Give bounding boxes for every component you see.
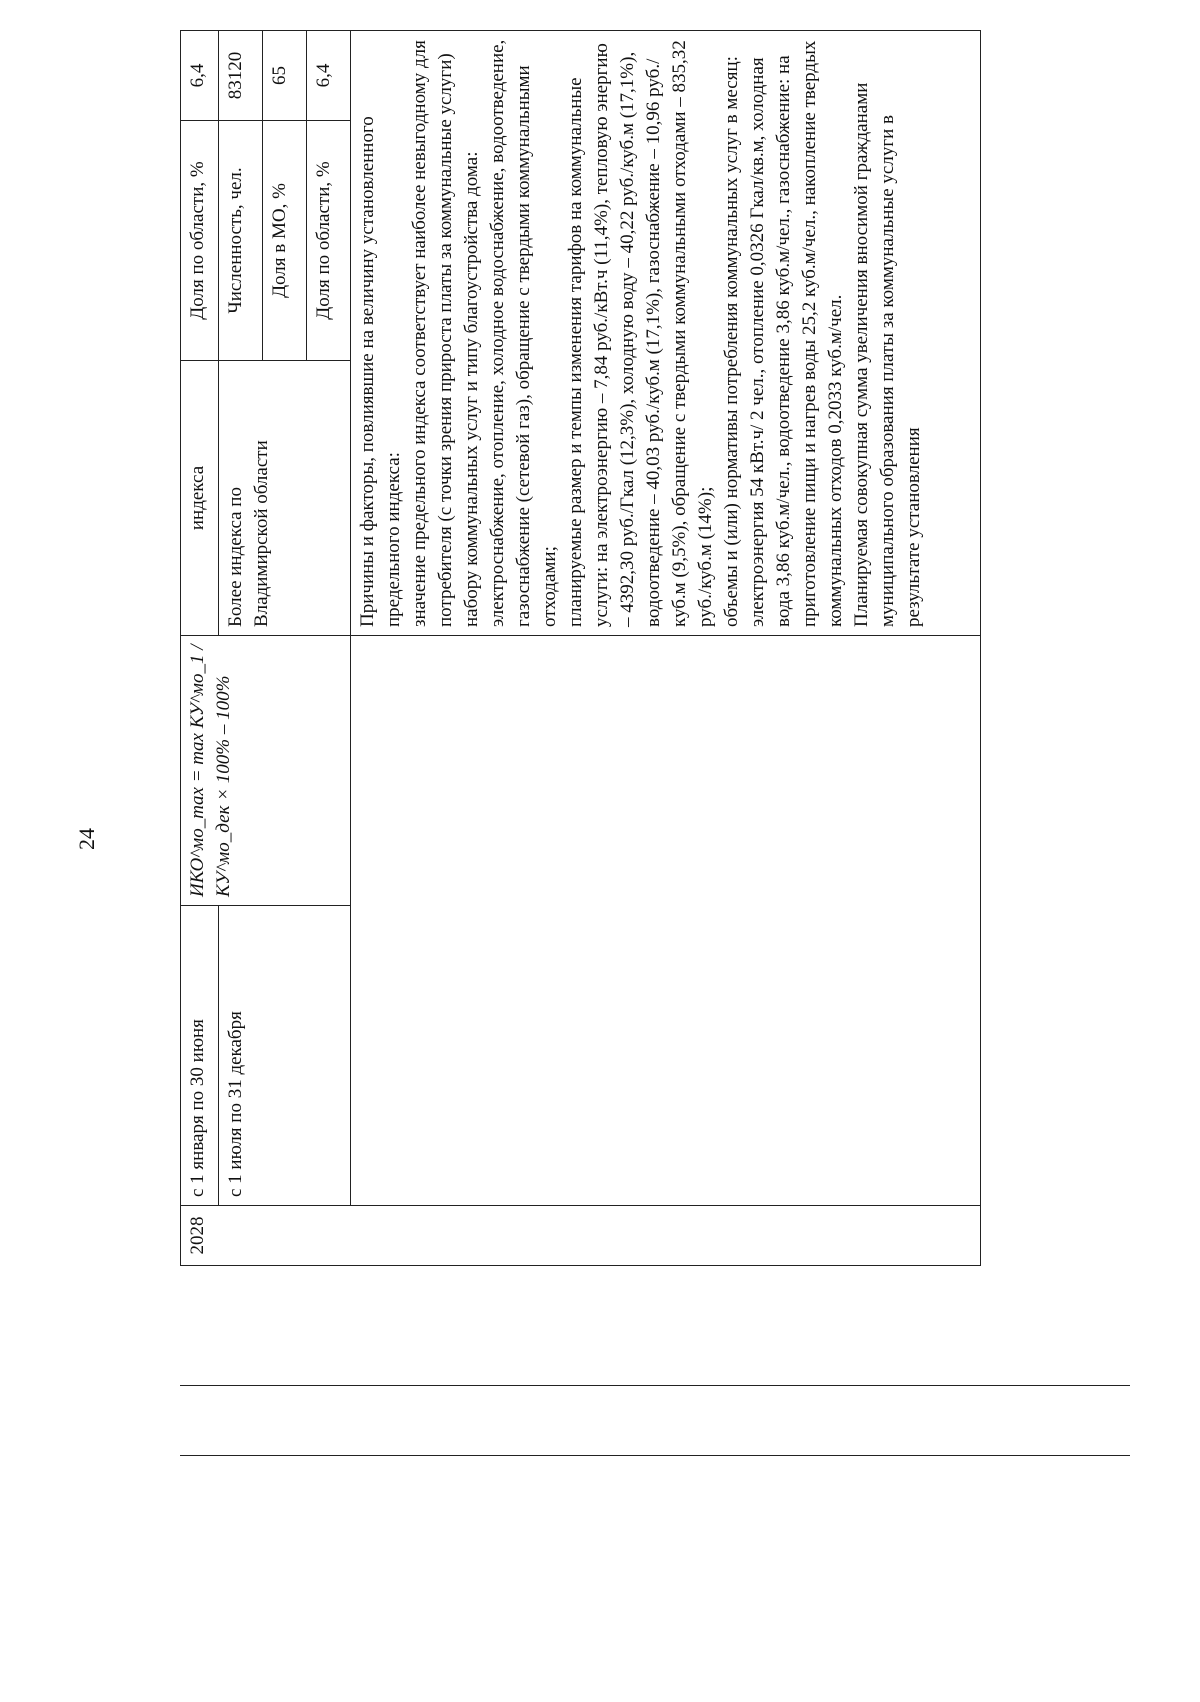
bottom-rule-2: [180, 1455, 1130, 1456]
share-region-value: 6,4: [307, 30, 351, 120]
reasons-cell: [351, 30, 981, 635]
population-label: Численность, чел.: [219, 120, 263, 360]
index-label: Более индекса по Владимирской области: [219, 360, 351, 635]
formula-cell: ИКО^мо_max = max КУ^мо_1 / КУ^мо_дек × 100% – 100%: [181, 636, 351, 906]
reasons-paragraph-1: значение предельного индекса соответствует наиболее невыгодному для потребителя (с точки зрения прироста платы за коммунальные услуги) набору коммунальных услуг и типу благоустройства дома: электроснабжение, отопление, холодное водоснабжение, водоотведение, газоснабжение (сетевой газ), обращение с твердыми коммунальными отходами;: [409, 39, 560, 627]
population-value: 83120: [219, 30, 263, 120]
reasons-paragraph-3: объемы и (или) нормативы потребления коммунальных услуг в месяц: электроэнергия 54 кВт.ч/ 2 чел., отопление 0,0326 Гкал/кв.м, холодная вода 3,86 куб.м/чел., водоотведение 3,86 куб.м/чел., газоснабжение: на приготовление пищи и нагрев воды 25,2 куб.м/чел., накопление твердых коммунальных отходов 0,2033 куб.м/чел.: [721, 40, 846, 627]
empty-left-cell: [351, 636, 981, 1206]
period-first: с 1 января по 30 июня: [181, 906, 219, 1206]
header-share-region: Доля по области, %: [181, 120, 219, 360]
reasons-paragraph-4: Планируемая совокупная сумма увеличения вносимой гражданами муниципального образования платы за коммунальные услуги в результате установления: [851, 82, 924, 627]
share-mo-label: Доля в МО, %: [263, 120, 307, 360]
reasons-paragraph-2: планируемые размер и темпы изменения тарифов на коммунальные услуги: на электроэнергию – 7,84 руб./кВт.ч (11,4%), тепловую энергию – 4392,30 руб./Гкал (12,3%), холодную воду – 40,22 руб./куб.м (17,1%), водоотведение – 40,03 руб./куб.м (17,1%), газоснабжение – 10,96 руб./куб.м (9,5%), обращение с твердыми коммунальными отходами – 835,32 руб./куб.м (14%);: [565, 40, 716, 627]
year-cell: 2028: [181, 1206, 981, 1266]
share-region-label: Доля по области, %: [307, 120, 351, 360]
index-header: индекса: [181, 360, 219, 635]
period-second: с 1 июля по 31 декабря: [219, 906, 351, 1206]
header-share-region-value: 6,4: [181, 30, 219, 120]
rotated-table-container: [180, 39, 1080, 1266]
page-number: 24: [74, 828, 99, 850]
index-table: [180, 30, 981, 1266]
bottom-rule-1: [180, 1385, 1130, 1386]
reasons-paragraph-0: Причины и факторы, повлиявшие на величину установленного предельного индекса:: [357, 116, 404, 627]
share-mo-value: 65: [263, 30, 307, 120]
